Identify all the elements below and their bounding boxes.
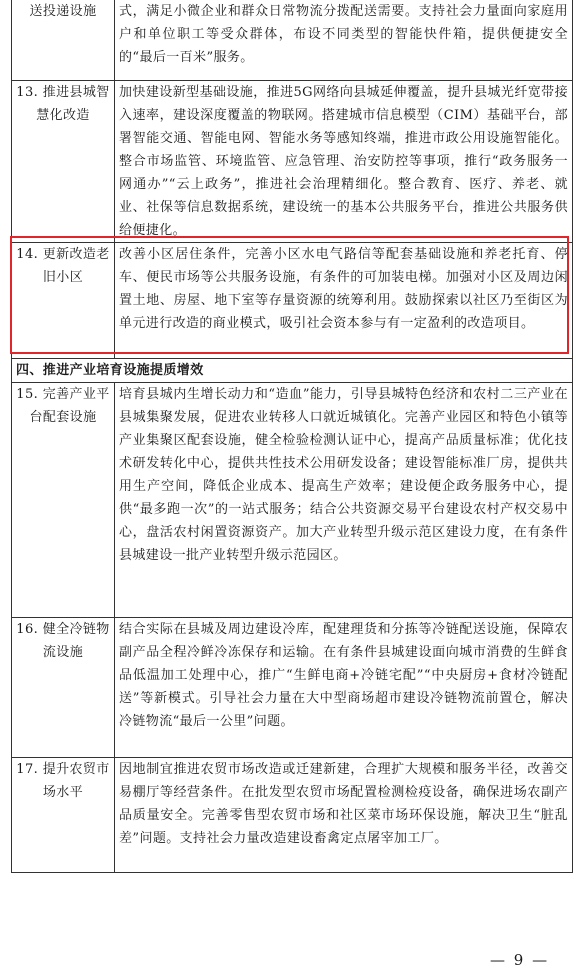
page-number: — 9 — <box>490 951 550 969</box>
table-row <box>12 80 573 242</box>
infrastructure-table <box>11 0 573 873</box>
item-content-cell: 培育县城内生增长动力和“造血”能力，引导县城特色经济和农村二三产业在县城集聚发展，促进农业转移人口就近城镇化。完善产业园区和特色小镇等产业集聚区配套设施，健全检验检测认证中心，提高产品质量标准；优化技术研发转化中心，提供共性技术公用研发设备；建设智能标准厂房，提供共用生产空间，降低企业成本、提高生产效率；建设便企政务服务中心，提供“最多跑一次”的一站式服务；结合公共资源交易平台建设农村产权交易中心，盘活农村闲置资源资产。加大产业转型升级示范区建设力度，在有条件县城建设一批产业转型升级示范园区。 <box>115 382 573 617</box>
item-name-cell: 15. 完善产业平台配套设施 <box>12 382 115 617</box>
table-row <box>12 617 573 757</box>
document-page <box>11 0 573 873</box>
table-row <box>12 382 573 617</box>
item-content-cell: 因地制宜推进农贸市场改造或迁建新建，合理扩大规模和服务半径，改善交易棚厅等经营条件。在批发型农贸市场配置检测检疫设备，确保进场农副产品质量安全。完善零售型农贸市场和社区菜市场环保设施，解决卫生“脏乱差”问题。支持社会力量改造建设畜禽定点屠宰加工厂。 <box>115 757 573 872</box>
item-name-cell: 送投递设施 <box>12 0 115 80</box>
item-name-cell: 14. 更新改造老旧小区 <box>12 242 115 358</box>
table-row <box>12 757 573 872</box>
table-row <box>12 0 573 80</box>
item-content-cell: 加快建设新型基础设施，推进5G网络向县城延伸覆盖，提升县城光纤宽带接入速率，建设深度覆盖的物联网。搭建城市信息模型（CIM）基础平台，部署智能交通、智能电网、智能水务等感知终端，推进市政公用设施智能化。整合市场监管、环境监管、应急管理、治安防控等事项，推行“政务服务一网通办”“云上政务”，推进社会治理精细化。整合教育、医疗、养老、就业、社保等信息数据系统，建设统一的基本公共服务平台，推进公共服务供给便捷化。 <box>115 80 573 242</box>
item-content-cell: 改善小区居住条件，完善小区水电气路信等配套基础设施和养老托育、停车、便民市场等公共服务设施，有条件的可加装电梯。加强对小区及周边闲置土地、房屋、地下室等存量资源的统筹利用。鼓励探索以社区乃至街区为单元进行改造的商业模式，吸引社会资本参与有一定盈利的改造项目。 <box>115 242 573 358</box>
section-heading: 四、推进产业培育设施提质增效 <box>12 358 573 382</box>
section-heading-row <box>12 358 573 382</box>
highlight-box <box>10 236 569 354</box>
item-content-cell: 结合实际在县城及周边建设冷库，配建理货和分拣等冷链配送设施，保障农副产品全程冷鲜冷冻保存和运输。在有条件县城建设面向城市消费的生鲜食品低温加工处理中心，推广“生鲜电商+冷链宅配”“中央厨房+食材冷链配送”等新模式。引导社会力量在大中型商场超市建设冷链物流前置仓，解决冷链物流“最后一公里”问题。 <box>115 617 573 757</box>
item-name-cell: 16. 健全冷链物流设施 <box>12 617 115 757</box>
item-name-cell: 13. 推进县城智慧化改造 <box>12 80 115 242</box>
item-content-cell: 式，满足小微企业和群众日常物流分拨配送需要。支持社会力量面向家庭用户和单位职工等受众群体，布设不同类型的智能快件箱，提供便捷安全的“最后一百米”服务。 <box>115 0 573 80</box>
item-name-cell: 17. 提升农贸市场水平 <box>12 757 115 872</box>
